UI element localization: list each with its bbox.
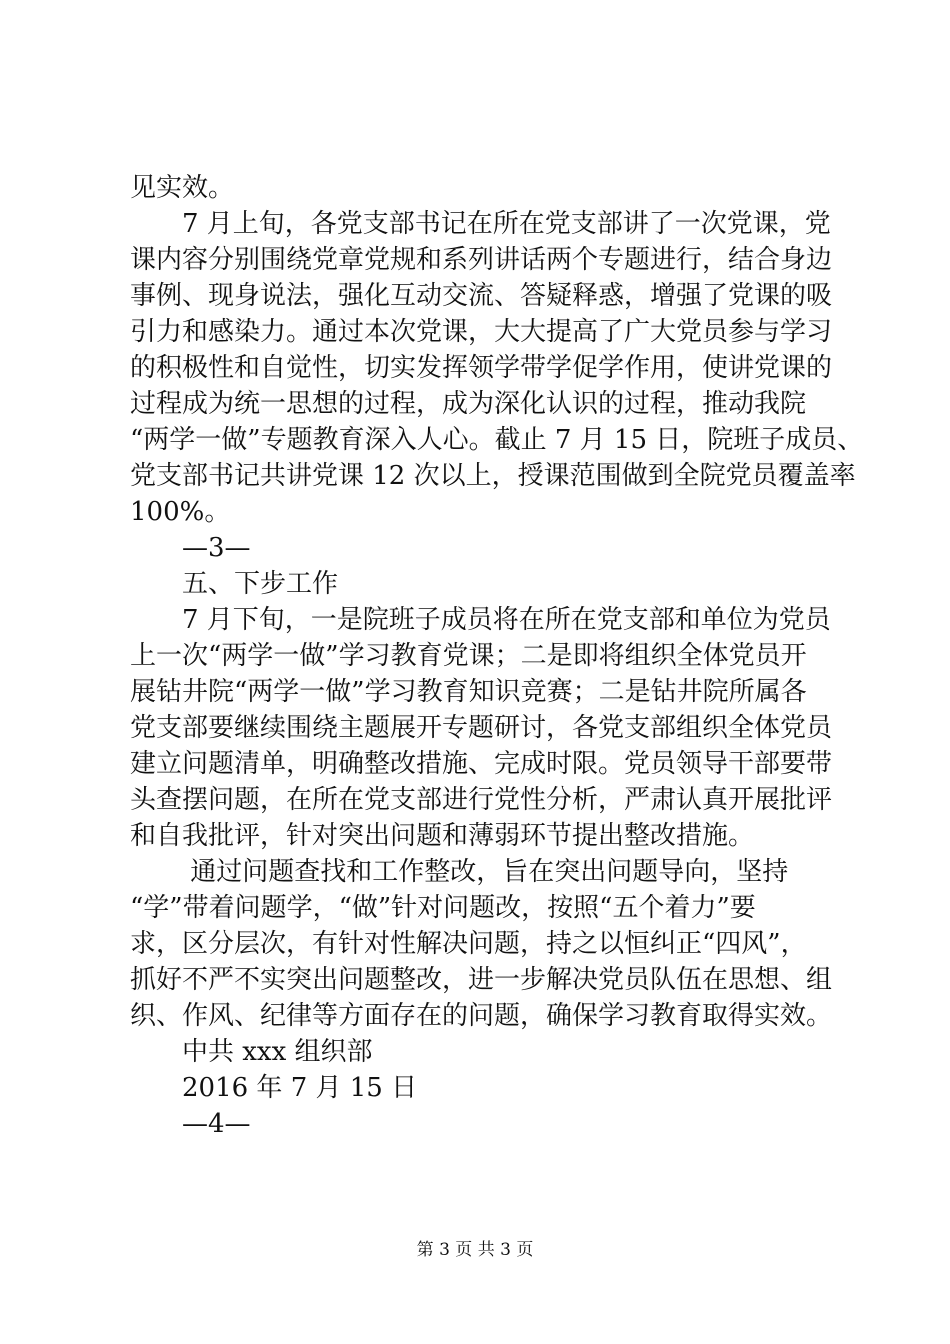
page-marker: —3— xyxy=(130,533,251,563)
signature-date: 2016 年 7 月 15 日 xyxy=(130,1073,418,1103)
text-line: 展钻井院“两学一做”学习教育知识竞赛；二是钻井院所属各 xyxy=(130,677,807,707)
text-line: 通过问题查找和工作整改，旨在突出问题导向，坚持 xyxy=(130,857,789,887)
text-line: 100%。 xyxy=(130,497,231,527)
text-line: 党支部书记共讲党课 12 次以上，授课范围做到全院党员覆盖率 xyxy=(130,461,856,491)
text-line: 求，区分层次，有针对性解决问题，持之以恒纠正“四风”， xyxy=(130,929,807,959)
text-line: 和自我批评，针对突出问题和薄弱环节提出整改措施。 xyxy=(130,821,755,851)
page-marker: —4— xyxy=(130,1109,251,1139)
section-heading: 五、下步工作 xyxy=(130,569,339,599)
text-line: 过程成为统一思想的过程，成为深化认识的过程，推动我院 xyxy=(130,389,807,419)
text-line: 事例、现身说法，强化互动交流、答疑释惑，增强了党课的吸 xyxy=(130,281,833,311)
text-line: 党支部要继续围绕主题展开专题研讨，各党支部组织全体党员 xyxy=(130,713,833,743)
text-line: “学”带着问题学，“做”针对问题改，按照“五个着力”要 xyxy=(130,893,756,923)
text-line: 课内容分别围绕党章党规和系列讲话两个专题进行，结合身边 xyxy=(130,245,833,275)
page-number-footer: 第 3 页 共 3 页 xyxy=(416,1240,534,1260)
text-line: 的积极性和自觉性，切实发挥领学带学促学作用，使讲党课的 xyxy=(130,353,833,383)
text-line: “两学一做”专题教育深入人心。截止 7 月 15 日，院班子成员、 xyxy=(130,425,864,455)
text-line: 引力和感染力。通过本次党课，大大提高了广大党员参与学习 xyxy=(130,317,833,347)
text-line: 头查摆问题，在所在党支部进行党性分析，严肃认真开展批评 xyxy=(130,785,833,815)
signature-organization: 中共 xxx 组织部 xyxy=(130,1037,373,1067)
text-line: 7 月上旬，各党支部书记在所在党支部讲了一次党课，党 xyxy=(130,209,831,239)
text-line: 抓好不严不实突出问题整改，进一步解决党员队伍在思想、组 xyxy=(130,965,833,995)
text-line: 上一次“两学一做”学习教育党课；二是即将组织全体党员开 xyxy=(130,641,807,671)
text-line: 7 月下旬，一是院班子成员将在所在党支部和单位为党员 xyxy=(130,605,831,635)
text-line: 织、作风、纪律等方面存在的问题，确保学习教育取得实效。 xyxy=(130,1001,833,1031)
text-line: 建立问题清单，明确整改措施、完成时限。党员领导干部要带 xyxy=(130,749,833,779)
text-line: 见实效。 xyxy=(130,173,235,203)
